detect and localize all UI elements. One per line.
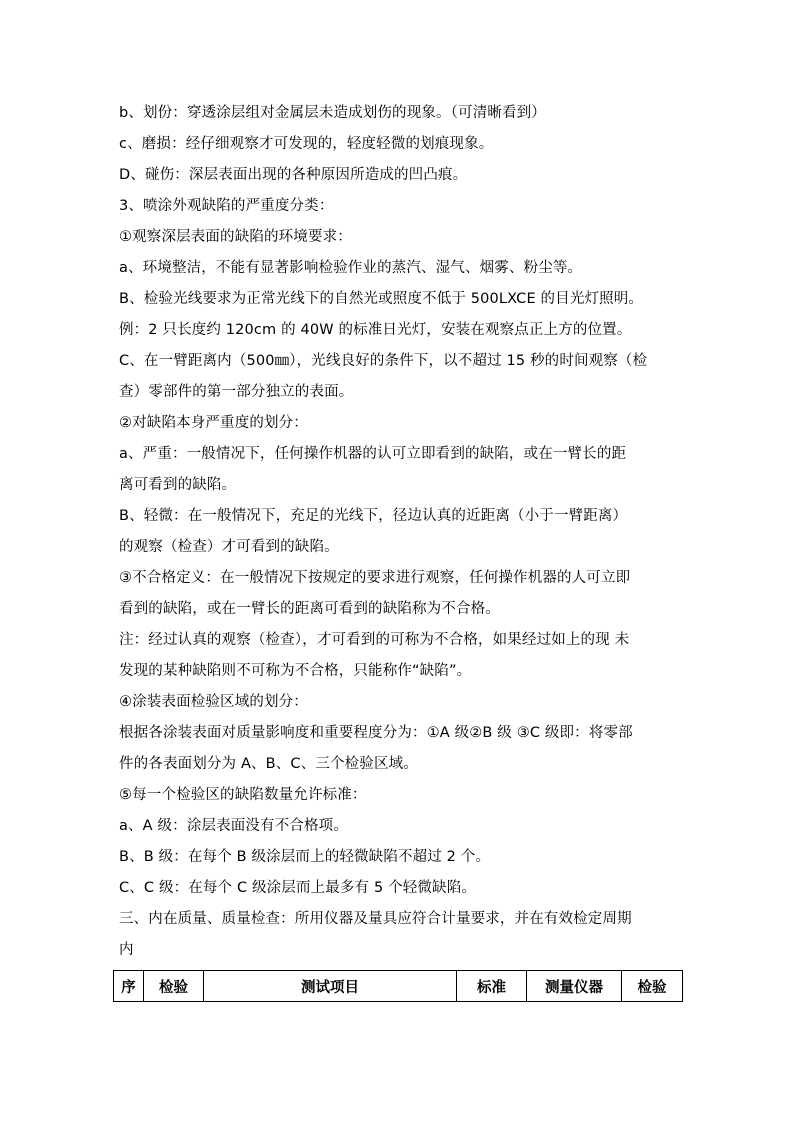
text-line: a、严重：一般情况下，任何操作机器的认可立即看到的缺陷，或在一臂长的距 bbox=[119, 446, 627, 462]
header-cell-index: 序 bbox=[114, 971, 144, 1002]
subsection-heading: ⑤每一个检验区的缺陷数量允许标准： bbox=[119, 787, 367, 803]
header-cell-standard: 标准 bbox=[457, 971, 527, 1002]
subsection-heading: ③不合格定义：在一般情况下按规定的要求进行观察，任何操作机器的人可立即 bbox=[119, 570, 631, 586]
text-line: a、环境整洁，不能有显著影响检验作业的蒸汽、湿气、烟雾、粉尘等。 bbox=[119, 260, 583, 276]
section-heading: 内 bbox=[119, 942, 134, 958]
header-cell-inspection: 检验 bbox=[144, 971, 204, 1002]
text-line: c、磨损：经仔细观察才可发现的，轻度轻微的划痕现象。 bbox=[119, 136, 494, 152]
text-line: C、在一臂距离内（500㎜），光线良好的条件下，以不超过 15 秒的时间观察（检 bbox=[119, 353, 648, 369]
header-cell-test-item: 测试项目 bbox=[204, 971, 457, 1002]
table-header-row bbox=[114, 971, 683, 1002]
text-line: 例：2 只长度约 120cm 的 40W 的标准日光灯，安装在观察点正上方的位置。 bbox=[119, 322, 632, 338]
inspection-table-header bbox=[113, 970, 683, 1002]
note-line: 发现的某种缺陷则不可称为不合格，只能称作“缺陷”。 bbox=[119, 663, 472, 679]
subsection-heading: ④涂装表面检验区域的划分： bbox=[119, 694, 308, 710]
text-line: B、检验光线要求为正常光线下的自然光或照度不低于 500LXCE 的目光灯照明。 bbox=[119, 291, 644, 307]
text-line: 根据各涂装表面对质量影响度和重要程度分为：①A 级②B 级 ③C 级即：将零部 bbox=[119, 725, 633, 741]
text-line: 查）零部件的第一部分独立的表面。 bbox=[119, 384, 354, 400]
text-line: C、C 级：在每个 C 级涂层而上最多有 5 个轻微缺陷。 bbox=[119, 880, 476, 896]
text-line: D、碰伤：深层表面出现的各种原因所造成的凹凸痕。 bbox=[119, 167, 468, 183]
text-line: B、B 级：在每个 B 级涂层而上的轻微缺陷不超过 2 个。 bbox=[119, 849, 491, 865]
text-line: a、A 级：涂层表面没有不合格项。 bbox=[119, 818, 348, 834]
text-line: 的观察（检查）才可看到的缺陷。 bbox=[119, 539, 339, 555]
inspection-table bbox=[113, 970, 682, 1002]
header-cell-inspection-2: 检验 bbox=[622, 971, 683, 1002]
note-line: 注：经过认真的观察（检查），才可看到的可称为不合格，如果经过如上的现 未 bbox=[119, 632, 630, 648]
section-heading: 三、内在质量、质量检查：所用仪器及量具应符合计量要求，并在有效检定周期 bbox=[119, 911, 632, 927]
document-body bbox=[119, 98, 679, 966]
text-line: 件的各表面划分为 A、B、C、三个检验区域。 bbox=[119, 756, 418, 772]
subsection-heading: ①观察深层表面的缺陷的环境要求： bbox=[119, 229, 352, 245]
text-line: b、划份：穿透涂层组对金属层未造成划伤的现象。（可清晰看到） bbox=[119, 105, 546, 121]
text-line: B、轻微：在一般情况下，充足的光线下，径边认真的近距离（小于一臂距离） bbox=[119, 508, 628, 524]
header-cell-instrument: 测量仪器 bbox=[527, 971, 622, 1002]
text-line: 离可看到的缺陷。 bbox=[119, 477, 237, 493]
subsection-heading: ②对缺陷本身严重度的划分： bbox=[119, 415, 308, 431]
section-heading: 3、喷涂外观缺陷的严重度分类： bbox=[119, 198, 334, 214]
text-line: 看到的缺陷，或在一臂长的距离可看到的缺陷称为不合格。 bbox=[119, 601, 500, 617]
